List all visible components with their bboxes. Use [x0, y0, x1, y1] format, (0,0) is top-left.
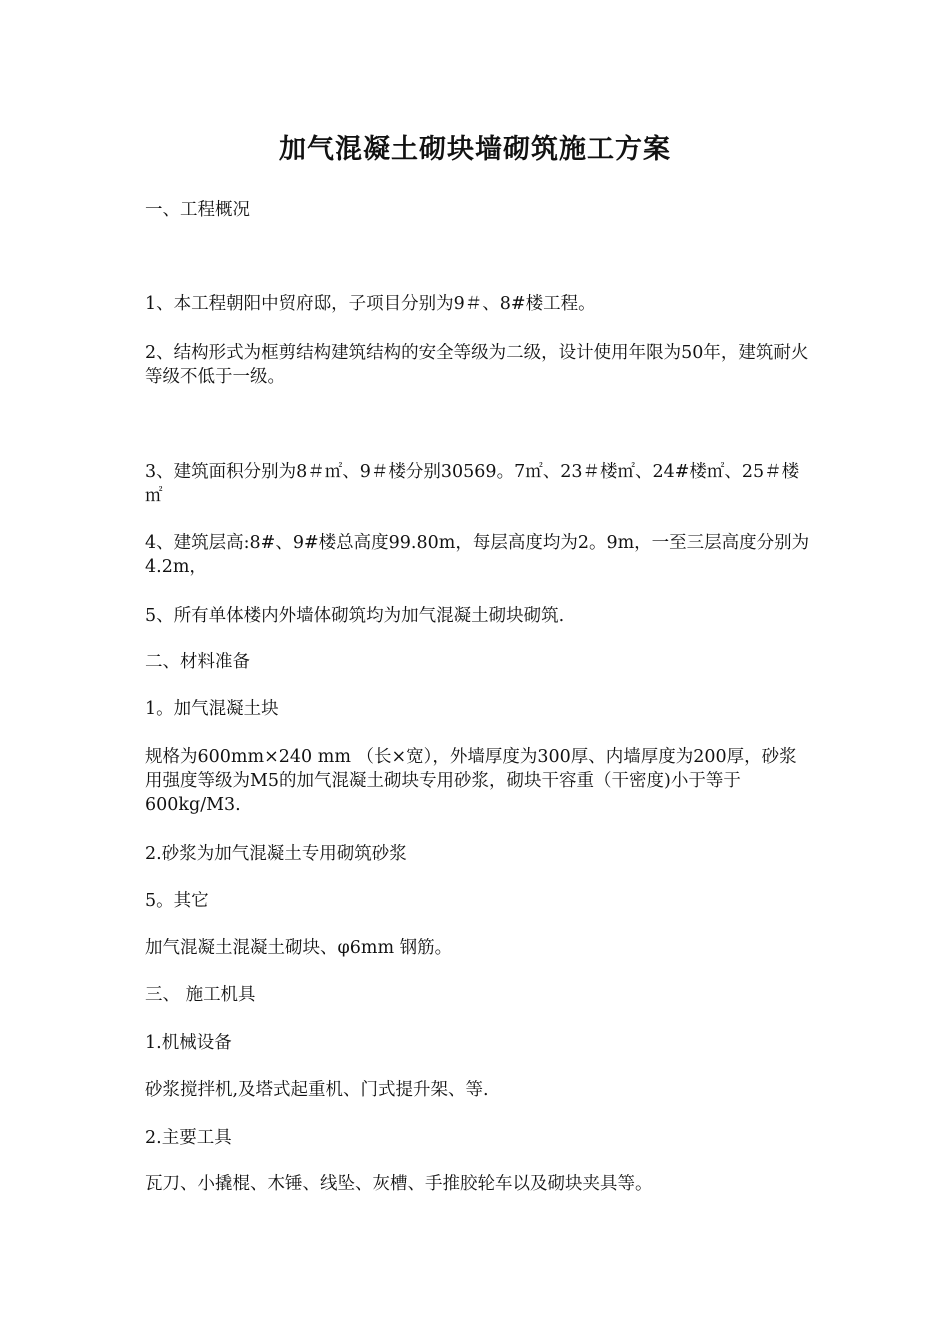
section-heading-overview: 一、工程概况 [145, 200, 250, 220]
paragraph-other-materials: 加气混凝土混凝土砌块、φ6mm 钢筋。 [145, 938, 453, 958]
paragraph-project: 1、本工程朝阳中贸府邸，子项目分别为9＃、8#楼工程。 [145, 294, 596, 314]
paragraph-area: 3、建筑面积分别为8＃㎡、9＃楼分别30569。7㎡、23＃楼㎡、24#楼㎡、25＃楼㎡ [145, 462, 800, 506]
paragraph-machinery: 砂浆搅拌机,及塔式起重机、门式提升架、等. [145, 1080, 489, 1100]
paragraph-tools: 瓦刀、小撬棍、木锤、线坠、灰槽、手推胶轮车以及砌块夹具等。 [145, 1174, 653, 1194]
paragraph-structure: 2、结构形式为框剪结构建筑结构的安全等级为二级，设计使用年限为50年，建筑耐火等级不低于一级。 [145, 343, 809, 387]
subheading-tools: 2.主要工具 [145, 1128, 232, 1148]
section-heading-materials: 二、材料准备 [145, 652, 250, 672]
paragraph-height: 4、建筑层高:8#、9#楼总高度99.80m，每层高度均为2。9m，一至三层高度分别为4.2m， [145, 533, 810, 577]
paragraph-spec: 规格为600mm×240 mm （长×宽），外墙厚度为300厚、内墙厚度为200厚，砂浆用强度等级为M5的加气混凝土砌块专用砂浆，砌块干容重（干密度)小于等于600kg/M3. [145, 747, 797, 815]
subheading-machinery: 1.机械设备 [145, 1033, 232, 1053]
document-title: 加气混凝土砌块墙砌筑施工方案 [279, 134, 671, 165]
section-heading-equipment: 三、 施工机具 [145, 985, 256, 1005]
subheading-other: 5。其它 [145, 891, 209, 911]
subheading-aerated-block: 1。加气混凝土块 [145, 699, 279, 719]
subheading-mortar: 2.砂浆为加气混凝土专用砌筑砂浆 [145, 844, 407, 864]
paragraph-walls: 5、所有单体楼内外墙体砌筑均为加气混凝土砌块砌筑. [145, 606, 565, 626]
